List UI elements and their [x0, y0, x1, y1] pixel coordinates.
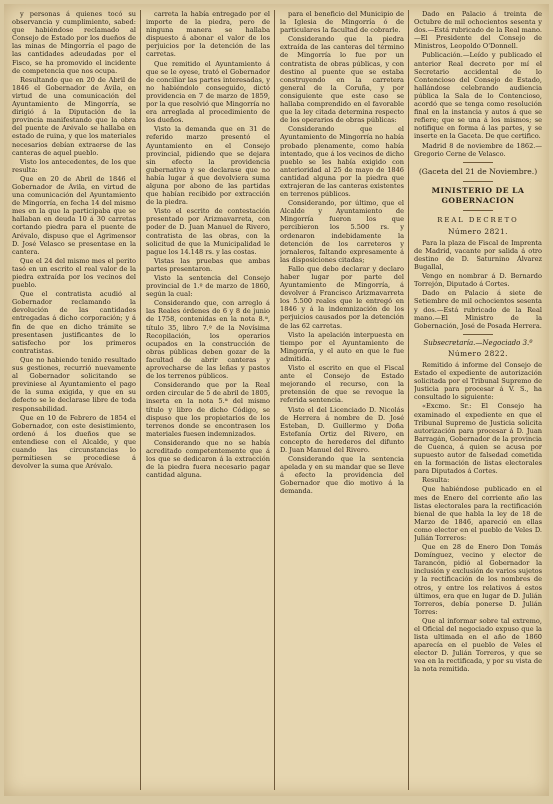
paragraph: Que remitido el Ayuntamiento á que se le oyese, trató el Gobernador de conciliar las partes interesadas, y no habiéndolo conseguido, dictó providencia en 7 de marzo de 1859, por la que resolvió que Mingorría no era arreglada al procedimiento de los dueños.: [146, 59, 270, 125]
paragraph: Considerando que el Ayuntamiento de Mingorría no había probado plenamente, como había intentado, que á los vecinos de dicho pueblo se les había exigido con anterioridad al 25 de mayo de 1846 cantidad alguna por la piedra que extrajeran de las canteras existentes en terrenos públicos.: [280, 125, 404, 199]
column-1: [12, 10, 136, 790]
paragraph: Que no habiendo tenido resultado sus gestiones, recurrió nuevamente al Gobernador solicitando se previniese al Ayuntamiento el pago de la suma exigida, y que en su defecto se le declarase libre de toda responsabilidad.: [12, 355, 136, 413]
column-4: [414, 10, 542, 790]
paragraph: Que habiéndose publicado en el mes de Enero del corriente año las listas electorales para la rectificación bienal de que habla la ley de 18 de Marzo de 1846, apareció en ellas como elector en el pueblo de Veles D. Julián Torreros:: [414, 485, 542, 542]
paragraph: Visto la sentencia del Consejo provincial de 1.º de marzo de 1860, según la cual:: [146, 274, 270, 299]
column-rule: [408, 10, 409, 790]
paragraph: Considerando que por la Real orden circular de 5 de abril de 1805, inserta en la nota 5.ª del mismo título y libro de dicho Código, se dispuso que los propietarios de los terrenos donde se encontrasen los materiales fuesen indemnizados.: [146, 381, 270, 438]
paragraph: Vistas las pruebas que ambas partes presentaron.: [146, 256, 270, 273]
subsection-heading: Subsecretaría.—Negociado 3.º: [423, 338, 533, 347]
column-2: [146, 10, 270, 790]
separator: [463, 181, 493, 182]
column-3: [280, 10, 404, 790]
decree-number: Número 2822.: [447, 348, 509, 358]
paragraph: Dado en Palacio á siete de Setiembre de mil ochocientos sesenta y dos.—Está rubricado de la Real mano.—El Ministro de la Gobernación, José de Posada Herrera.: [414, 289, 542, 330]
paragraph: carreta la había entregado por el importe de la piedra, pero de ninguna manera se hallaba dispuesto á abonar el valor de los perjuicios por la detención de las carretas.: [146, 10, 270, 59]
paragraph: Visto los antecedentes, de los que resulta:: [12, 157, 136, 174]
paragraph: Resulta:: [422, 476, 450, 485]
decree-heading: REAL DECRETO: [437, 215, 519, 224]
newspaper-page: [4, 4, 549, 796]
ministry-heading: MINISTERIO DE LA GOBERNACION: [431, 185, 525, 205]
gazette-note: (Gaceta del 21 de Noviembre.): [418, 166, 538, 176]
paragraph: Considerando que no se había acreditado competentemente que á los que se dedicaron á la extracción de la piedra fuera necesario pagar cantidad alguna.: [146, 438, 270, 480]
paragraph: Vengo en nombrar á D. Bernardo Torrejón, Diputado á Cortes.: [414, 272, 542, 289]
paragraph: Considerando que la piedra extraída de las canteras del término de Mingorría lo fue por un contratista de obras públicas, y con destino al puente que se estaba construyendo en la carretera general de la Coruña, y por consiguiente que este caso se hallaba comprendido en el favorable que la ley citada determina respecto de los operarios de obras públicas:: [280, 35, 404, 125]
paragraph: Visto la apelación interpuesta en tiempo por el Ayuntamiento de Mingorría, y el auto en que le fue admitida.: [280, 330, 404, 363]
paragraph: Madrid 8 de noviembre de 1862.—Gregorio Cerne de Velasco.: [414, 141, 542, 158]
paragraph: Visto el del Licenciado D. Nicolás de Herrera á nombre de D. José Esteban, D. Guillermo y Doña Estefanía Ortiz del Rivero, en concepto de herederos del difunto D. Juan Manuel del Rivero.: [280, 405, 404, 454]
column-rule: [140, 10, 141, 790]
paragraph: Publicación.—Leído y publicado el anterior Real decreto por mí el Secretario accidental de lo Contencioso del Consejo de Estado, hallándose celebrando audiencia pública la Sala de lo Contencioso, acordó que se tenga como resolución final en la instancia y autos á que se refiere; que se una á los mismos; se notifique en forma á las partes, y se inserte en la Gaceta. De que certifico.: [414, 51, 542, 141]
paragraph: Que en 20 de Abril de 1846 el Gobernador de Ávila, en virtud de una comunicación del Ayuntamiento de Mingorría, en fecha 14 del mismo mes en la que la participaba que se hallaban en deuda 10 á 30 carretas cortando piedra para el puente de Arévalo, dispuso que el Agrimensor D. José Velasco se presentase en la cantera.: [12, 174, 136, 256]
paragraph: Visto la demanda que en 31 de referido marzo presentó el Ayuntamiento en el Consejo provincial, pidiendo que se dejara sin efecto la providencia gubernativa y se declarase que no había lugar á que devolviera suma alguna por abono de las partidas que habían recibido por extracción de la piedra.: [146, 125, 270, 207]
separator: [463, 210, 493, 211]
paragraph: Visto el escrito en que el Fiscal ante el Consejo de Estado mejorando el recurso, con la pretensión de que se revoque la referida sentencia.: [280, 364, 404, 405]
separator: [463, 334, 493, 335]
paragraph: Que al informar sobre tal extremo, el Oficial del negociado expuso que la lista ultimada en el año de 1860 aparecía en el pueblo de Veles el elector D. Julián Torreros, y que se vea en la rectificada, y por su vista de la nota remitida.: [414, 616, 542, 674]
paragraph: Remitido á informe del Consejo de Estado el expediente de autorización solicitada por el Tribunal Supremo de Justicia para procesar á V. S., ha consultado lo siguiente:: [414, 361, 542, 402]
paragraph: y personas á quienes tocó su observancia y cumplimiento, sabed: que habiéndose reclamado al Consejo de Estado por los dueños de las minas de Mingorría el pago de las cantidades adeudadas por el Fisco, se ha promovido el incidente de competencia que nos ocupa.: [12, 10, 136, 75]
paragraph: Dado en Palacio á treinta de Octubre de mil ochocientos sesenta y dos.—Está rubricado de la Real mano.—El Presidente del Consejo de Ministros, Leopoldo O'Donnell.: [414, 10, 542, 51]
paragraph: Que el 24 del mismo mes el perito tasó en un escrito el real valor de la piedra extraída por los vecinos del pueblo.: [12, 256, 136, 290]
paragraph: Que en 10 de Febrero de 1854 el Gobernador, con este desistimiento, ordenó á los dueños que se entendiese con el Alcalde, y que cuando las circunstancias lo permitiesen se procediese á devolver la suma que Arévalo.: [12, 413, 136, 471]
paragraph: Que en 28 de Enero Don Tomás Domínguez, vecino y elector de Tarancón, pidió al Gobernador la inclusión y exclusión de varios sujetos y la rectificación de los nombres de otros, y entre los relativos á estos últimos, era que en lugar de D. Julián Torreros, debía ponerse D. Julián Torres:: [414, 543, 542, 616]
paragraph: Que el contratista acudió al Gobernador reclamando la devolución de las cantidades entregadas á dicho corporación; y á fin de que en dicho trámite se presentasen justificantes de lo satisfecho por los primeros contratistas.: [12, 290, 136, 355]
paragraph: Considerando, por último, que el Alcalde y Ayuntamiento de Mingorría fueron los que percibieron los 5.500 rs. y ordenaron indebidamente la detención de los carreteros y jornaleros, faltando expresamente á las disposiciones citadas;: [280, 199, 404, 264]
paragraph: para el beneficio del Municipio de la Iglesia de Mingorría ó de particulares la facultad de cobrarle.: [280, 10, 404, 35]
column-rule: [274, 10, 275, 790]
paragraph: «Excmo. Sr.: El Consejo ha examinado el expediente en que el Tribunal Supremo de Justicia solicita autorización para procesar á D. Juan Barragán, Gobernador de la provincia de Cuenca, á quien se acusa por supuesto autor de falsedad cometida en la formación de listas electorales para Diputados á Cortes.: [414, 402, 542, 476]
paragraph: Fallo que debo declarar y declaro haber lugar por parte del Ayuntamiento de Mingorría, á devolver á Francisco Arizmavarreta los 5.500 reales que le entregó en 1846 y á la indemnización de los perjuicios causados por la detención de las 62 carretas.: [280, 264, 404, 330]
paragraph: Resultando que en 20 de Abril de 1846 el Gobernador de Ávila, en virtud de una comunicación del Ayuntamiento de Mingorría, se dirigió á la Diputación de la provincia manifestando que la obra del puente de Arévalo se hallaba en estado de ruina, y que los materiales necesarios debían extraerse de las canteras de aquel pueblo.: [12, 75, 136, 157]
paragraph: Considerando que la sentencia apelada y en su mandar que se lleve á efecto la providencia del Gobernador que dio motivo á la demanda.: [280, 455, 404, 496]
decree-number: Número 2821.: [447, 226, 509, 236]
paragraph: Visto el escrito de contestación presentado por Arizmavarreta, con poder de D. Juan Manuel de Rivero, contratista de las obras, con la solicitud de que la Municipalidad le pague los 14.148 rs. y las costas.: [146, 207, 270, 256]
paragraph: Para la plaza de Fiscal de Imprenta de Madrid, vacante por salida á otro destino de D. Saturnino Álvarez Bugallal,: [414, 238, 542, 272]
separator: [463, 162, 493, 163]
paragraph: Considerando que, con arreglo á las Reales órdenes de 6 y 8 de junio de 1758, contenidas en la nota 8.ª, título 35, libro 7.º de la Novísima Recopilación, los operarios ocupados en la construcción de obras públicas deben gozar de la facultad de abrir canteras y aprovecharse de las leñas y pastos de los terrenos públicos.: [146, 299, 270, 381]
